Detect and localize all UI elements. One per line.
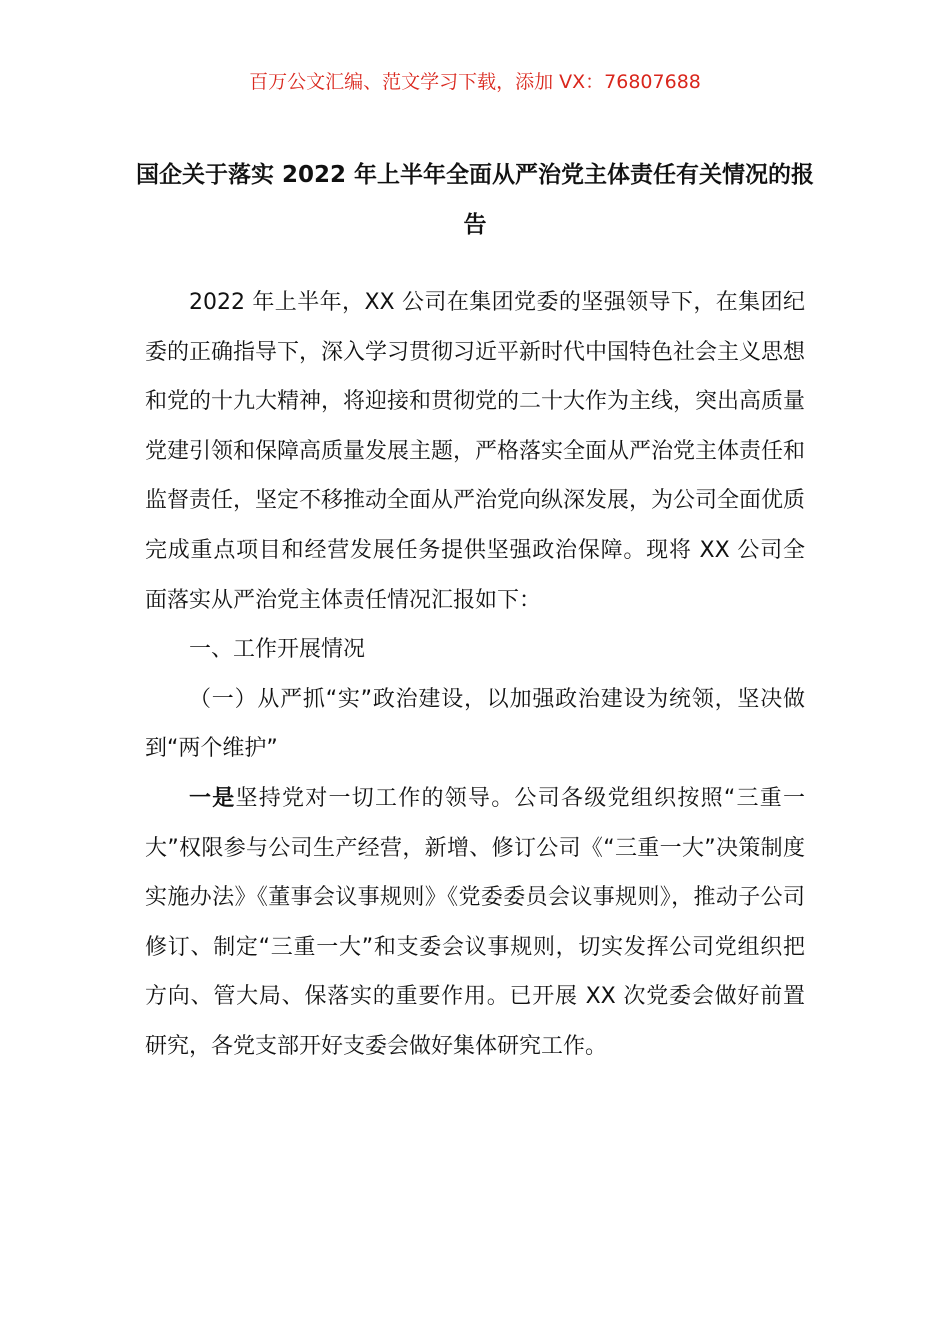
point-paragraph — [145, 774, 805, 1072]
header-note: 百万公文汇编、范文学习下载，添加 VX：76807688 — [249, 71, 701, 93]
point-lead: 一是 — [189, 785, 236, 811]
document-title: 国企关于落实 2022 年上半年全面从严治党主体责任有关情况的报告 — [135, 162, 815, 238]
section-heading: 一、工作开展情况 — [189, 637, 366, 663]
intro-paragraph: 2022 年上半年，XX 公司在集团党委的坚强领导下，在集团纪委的正确指导下，深入学习贯彻习近平新时代中国特色社会主义思想和党的十九大精神，将迎接和贯彻党的二十大作为主线，突出高质量党建引领和保障高质量发展主题，严格落实全面从严治党主体责任和监督责任，坚定不移推动全面从严治党向纵深发展，为公司全面优质完成重点项目和经营发展任务提供坚强政治保障。现将 XX 公司全面落实从严治党主体责任情况汇报如下： — [145, 290, 806, 613]
subsection-heading: （一）从严抓“实”政治建设，以加强政治建设为统领，坚决做到“两个维护” — [145, 686, 805, 762]
point-text: 坚持党对一切工作的领导。公司各级党组织按照“三重一大”权限参与公司生产经营，新增、修订公司《“三重一大”决策制度实施办法》《董事会议事规则》《党委委员会议事规则》，推动子公司修订、制定“三重一大”和支委会议事规则，切实发挥公司党组织把方向、管大局、保落实的重要作用。已开展 XX 次党委会做好前置研究，各党支部开好支委会做好集体研究工作。 — [145, 785, 805, 1059]
document-body — [145, 278, 805, 1072]
